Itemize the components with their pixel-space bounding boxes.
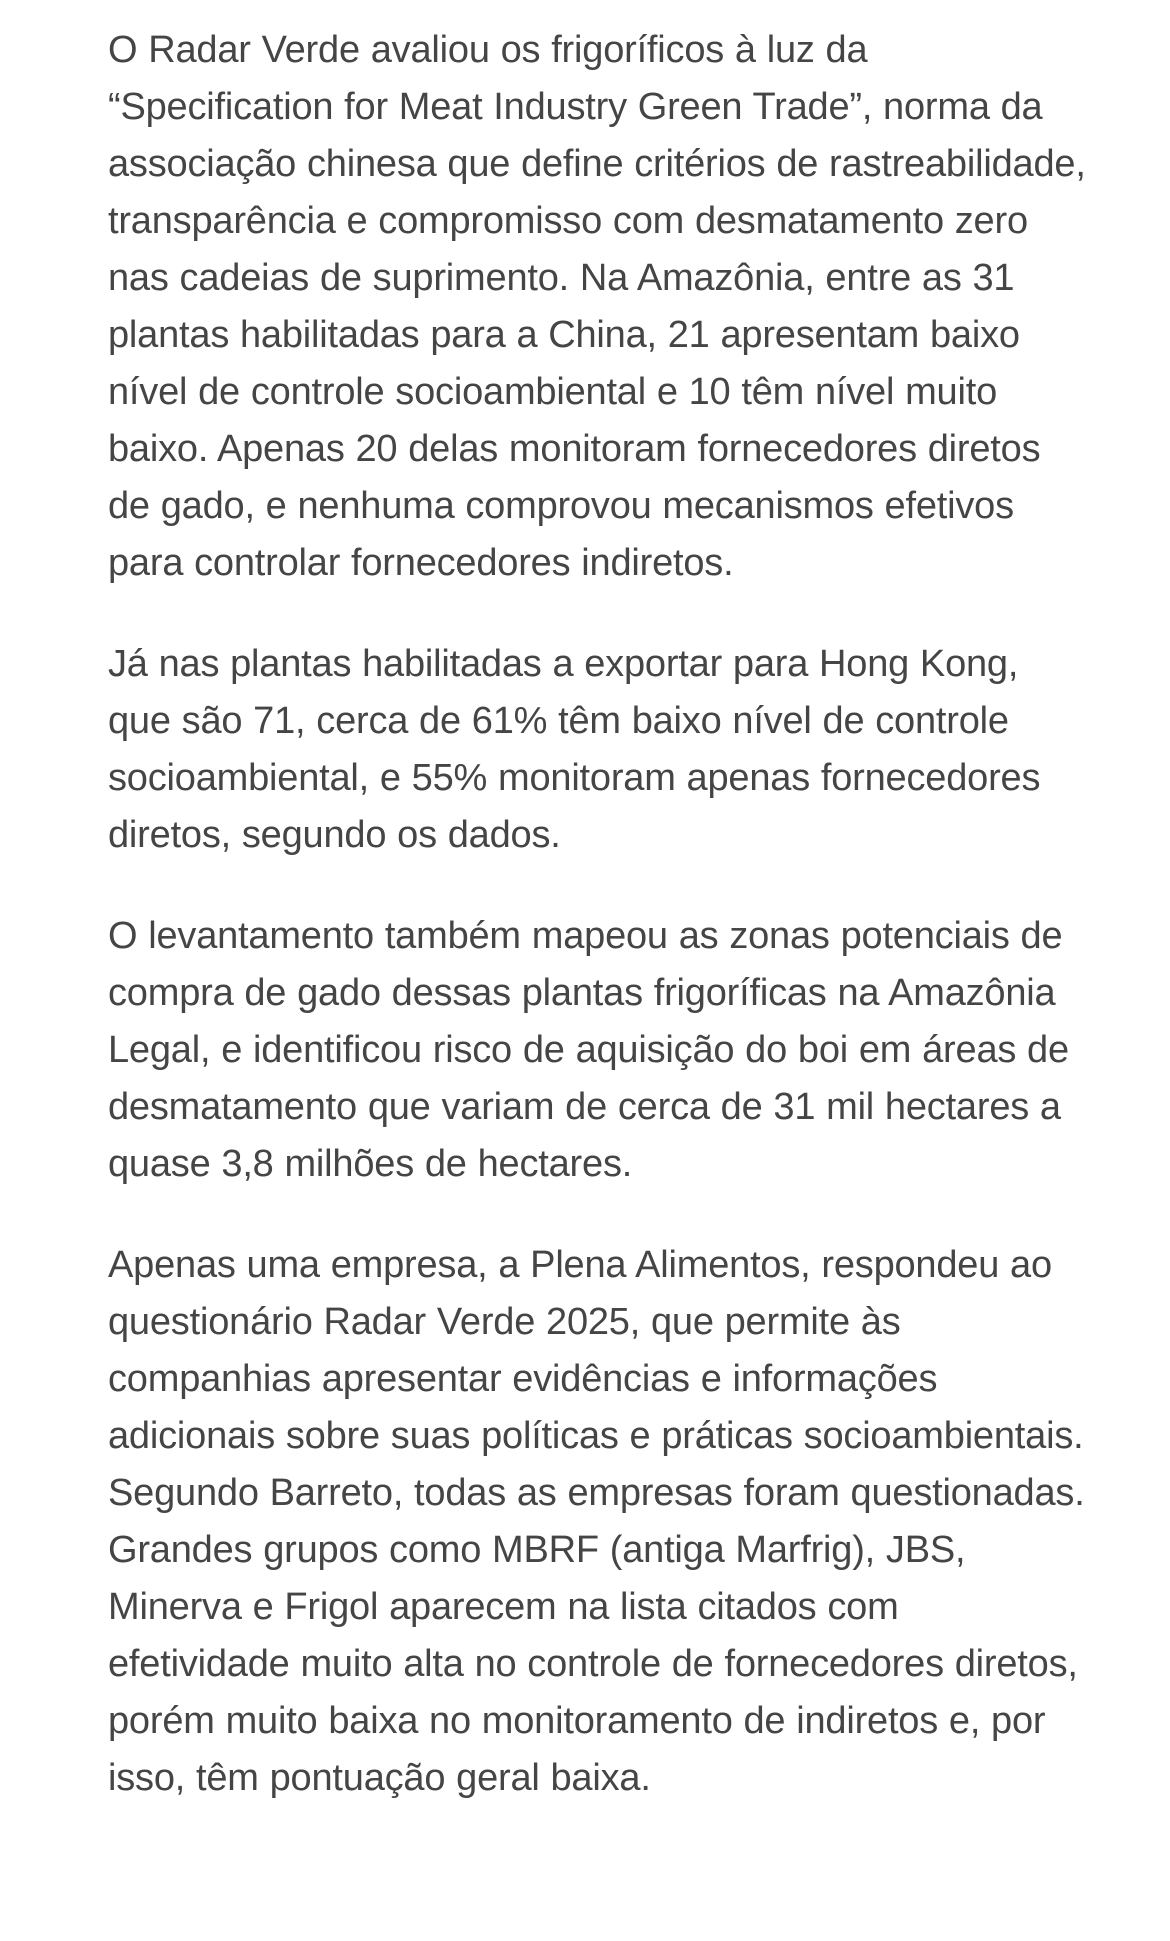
article-paragraph-2: Já nas plantas habilitadas a exportar para Hong Kong, que são 71, cerca de 61% têm baixo nível de controle socioambiental, e 55% monitoram apenas fornecedores diretos, segundo os dados. (108, 643, 1041, 856)
article-body (108, 22, 1088, 1807)
article-paragraph-1: O Radar Verde avaliou os frigoríficos à luz da “Specification for Meat Industry Green Trade”, norma da associação chinesa que define critérios de rastreabilidade, transparência e compromisso com desmatamento zero nas cadeias de suprimento. Na Amazônia, entre as 31 plantas habilitadas para a China, 21 apresentam baixo nível de controle socioambiental e 10 têm nível muito baixo. Apenas 20 delas monitoram fornecedores diretos de gado, e nenhuma comprovou mecanismos efetivos para controlar fornecedores indiretos. (108, 29, 1086, 584)
article-paragraph-4: Apenas uma empresa, a Plena Alimentos, respondeu ao questionário Radar Verde 2025, que permite às companhias apresentar evidências e informações adicionais sobre suas políticas e práticas socioambientais. Segundo Barreto, todas as empresas foram questionadas. Grandes grupos como MBRF (antiga Marfrig), JBS, Minerva e Frigol aparecem na lista citados com efetividade muito alta no controle de fornecedores diretos, porém muito baixa no monitoramento de indiretos e, por isso, têm pontuação geral baixa. (108, 1244, 1085, 1799)
article-paragraph-3: O levantamento também mapeou as zonas potenciais de compra de gado dessas plantas frigoríficas na Amazônia Legal, e identificou risco de aquisição do boi em áreas de desmatamento que variam de cerca de 31 mil hectares a quase 3,8 milhões de hectares. (108, 915, 1069, 1185)
